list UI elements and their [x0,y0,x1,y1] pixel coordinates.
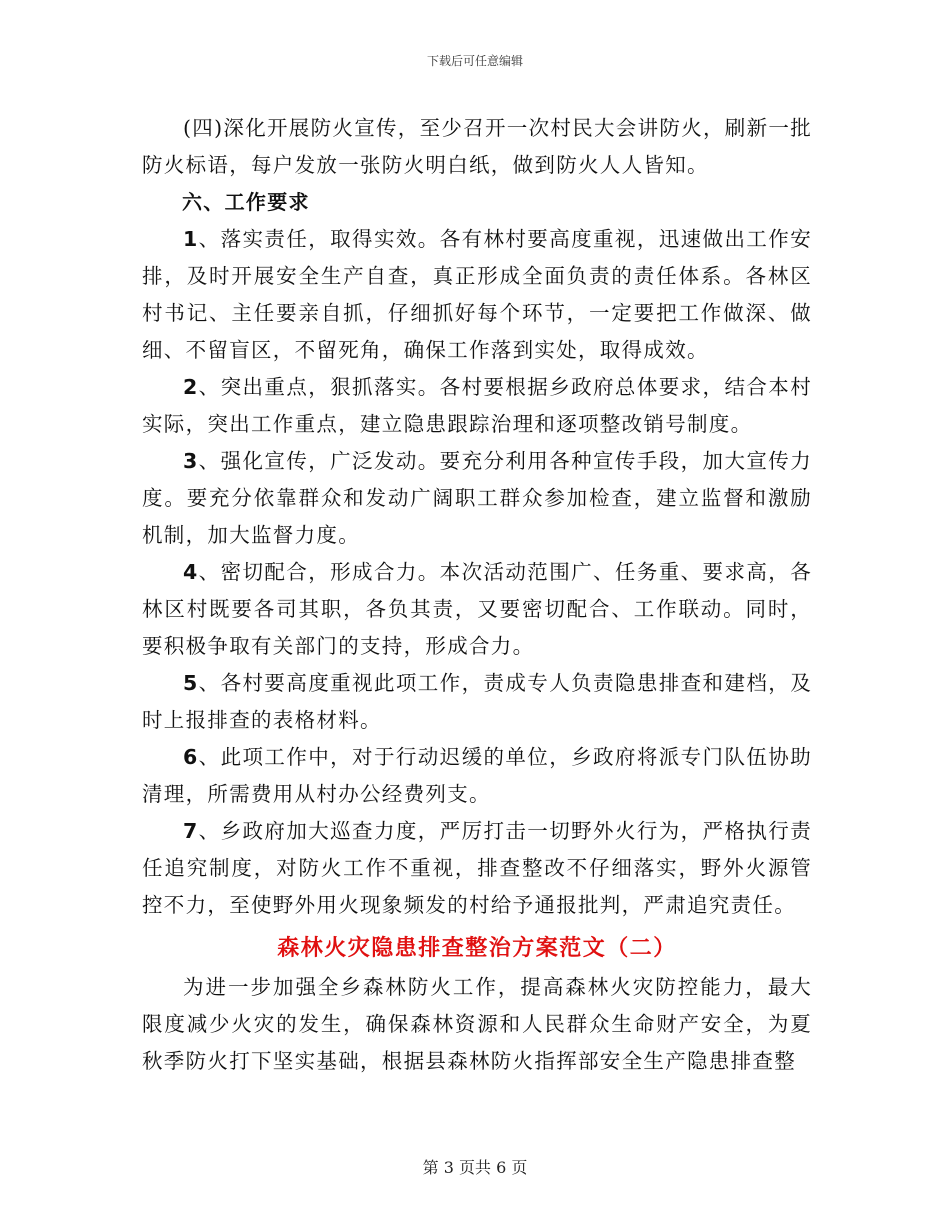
requirement-item-3 [142,443,812,554]
intro-paragraph: 为进一步加强全乡森林防火工作，提高森林火灾防控能力，最大限度减少火灾的发生，确保森林资源和人民群众生命财产安全，为夏秋季防火打下坚实基础，根据县森林防火指挥部安全生产隐患排查整 [142,975,812,1073]
item-number: 6 [183,745,199,769]
item-number: 3 [183,449,199,473]
item-number: 4 [183,560,199,584]
item-text: 、落实责任，取得实效。各有林村要高度重视，迅速做出工作安排，及时开展安全生产自查，真正形成全面负责的责任体系。各林区村书记、主任要亲自抓，仔细抓好每个环节，一定要把工作做深、做细、不留盲区，不留死角，确保工作落到实处，取得成效。 [142,227,812,362]
item-text: 、强化宣传，广泛发动。要充分利用各种宣传手段，加大宣传力度。要充分依靠群众和发动广阔职工群众参加检查，建立监督和激励机制，加大监督力度。 [142,449,812,547]
item-number: 1 [183,227,199,251]
page-number: 第 3 页共 6 页 [422,1158,528,1177]
item-text: 、此项工作中，对于行动迟缓的单位，乡政府将派专门队伍协助清理，所需费用从村办公经费列支。 [142,745,812,806]
item-text: 、突出重点，狠抓落实。各村要根据乡政府总体要求，结合本村实际，突出工作重点，建立隐患跟踪治理和逐项整改销号制度。 [142,375,812,436]
section-heading-six: 六、工作要求 [182,190,310,214]
requirement-item-2 [142,369,812,443]
requirement-item-6 [142,739,812,813]
item-number: 7 [183,819,199,843]
item-text: 、乡政府加大巡查力度，严厉打击一切野外火行为，严格执行责任追究制度，对防火工作不重视，排查整改不仔细落实，野外火源管控不力，至使野外用火现象频发的村给予通报批判，严肃追究责任。 [142,819,812,917]
requirement-item-5 [142,665,812,739]
item-number: 5 [183,671,199,695]
document-title: 森林火灾隐患排查整治方案范文（二） [277,936,677,961]
requirement-item-1 [142,221,812,369]
page-header-note: 下载后可任意编辑 [426,54,523,68]
item-text: 、各村要高度重视此项工作，责成专人负责隐患排查和建档，及时上报排查的表格材料。 [142,671,812,732]
paragraph-four: (四)深化开展防火宣传，至少召开一次村民大会讲防火，刷新一批防火标语，每户发放一张防火明白纸，做到防火人人皆知。 [142,116,812,177]
item-text: 、密切配合，形成合力。本次活动范围广、任务重、要求高，各林区村既要各司其职，各负其责，又要密切配合、工作联动。同时，要积极争取有关部门的支持，形成合力。 [142,560,812,658]
requirement-item-4 [142,554,812,665]
requirement-item-7 [142,813,812,924]
item-number: 2 [183,375,199,399]
document-body [142,110,812,1080]
